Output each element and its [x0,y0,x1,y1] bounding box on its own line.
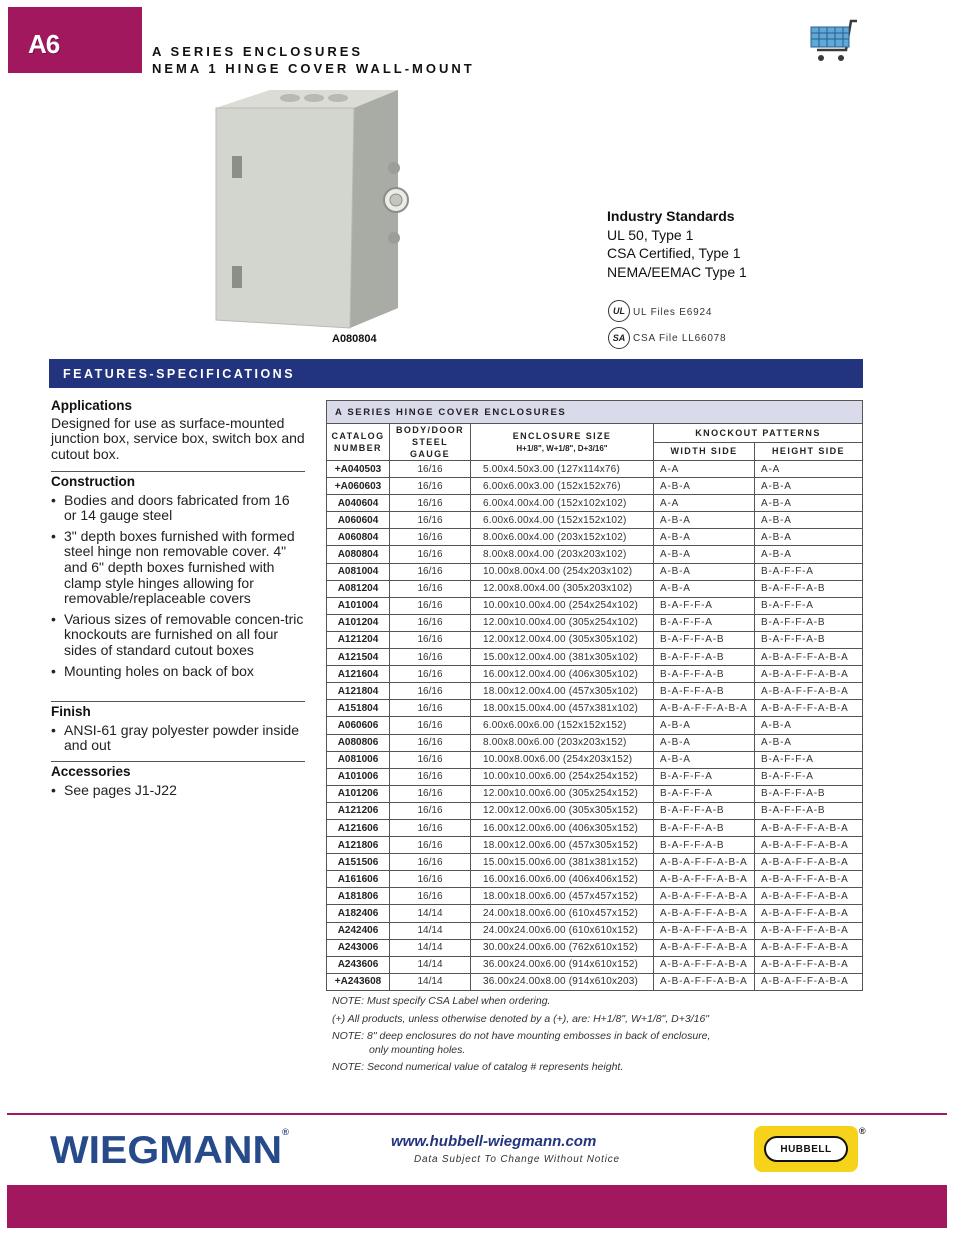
knockout-height-cell: A-B-A-F-F-A-B-A [755,956,863,973]
knockout-width-cell: A-B-A [654,563,755,580]
steel-gauge-cell: 16/16 [390,580,471,597]
steel-gauge-cell: 14/14 [390,956,471,973]
knockout-width-cell: B-A-F-F-A [654,614,755,631]
accessories-item: • See pages J1-J22 [51,783,305,799]
table-row [327,802,863,819]
section-divider [51,471,305,472]
knockout-height-cell: A-B-A-F-F-A-B-A [755,888,863,905]
table-row [327,666,863,683]
construction-section [51,471,305,679]
ul-logo-icon: UL [608,300,630,322]
table-row [327,751,863,768]
knockout-height-cell: A-B-A-F-F-A-B-A [755,666,863,683]
note-catalog-height: NOTE: Second numerical value of catalog # represents height. [332,1061,624,1073]
header-title-line2: NEMA 1 HINGE COVER WALL-MOUNT [152,61,475,76]
steel-gauge-cell: 16/16 [390,854,471,871]
table-row [327,973,863,990]
table-row [327,597,863,614]
knockout-width-cell: A-B-A [654,734,755,751]
steel-gauge-cell: 16/16 [390,495,471,512]
table-row [327,717,863,734]
website-link[interactable]: www.hubbell-wiegmann.com [391,1133,597,1150]
knockout-width-cell: A-B-A-F-F-A-B-A [654,956,755,973]
knockout-width-cell: B-A-F-F-A-B [654,819,755,836]
col-enclosure-size-label: ENCLOSURE SIZE [512,430,612,441]
knockout-width-cell: A-B-A-F-F-A-B-A [654,922,755,939]
steel-gauge-cell: 16/16 [390,461,471,478]
enclosure-size-cell: 16.00x16.00x6.00 (406x406x152) [471,871,654,888]
shopping-cart-icon[interactable] [805,18,865,66]
knockout-width-cell: B-A-F-F-A [654,785,755,802]
enclosure-size-cell: 15.00x15.00x6.00 (381x381x152) [471,854,654,871]
features-specifications-bar [49,359,863,388]
enclosure-size-cell: 12.00x10.00x6.00 (305x254x152) [471,785,654,802]
enclosure-size-cell: 18.00x18.00x6.00 (457x457x152) [471,888,654,905]
steel-gauge-cell: 16/16 [390,529,471,546]
steel-gauge-cell: 14/14 [390,973,471,990]
steel-gauge-cell: 16/16 [390,888,471,905]
construction-item: • Various sizes of removable concen-tric knockouts are furnished on all four sides of standard cutout boxes [51,612,305,659]
catalog-number-cell: A121806 [327,837,390,854]
catalog-number-cell: A151804 [327,700,390,717]
catalog-number-cell: A121604 [327,666,390,683]
catalog-number-cell: A060606 [327,717,390,734]
page-number-tab [8,7,142,73]
knockout-width-cell: A-B-A [654,546,755,563]
knockout-width-cell: B-A-F-F-A [654,768,755,785]
catalog-number-cell: +A060603 [327,478,390,495]
knockout-height-cell: A-B-A-F-F-A-B-A [755,854,863,871]
steel-gauge-cell: 16/16 [390,802,471,819]
catalog-number-cell: A243606 [327,956,390,973]
note-mounting: NOTE: 8" deep enclosures do not have mounting embosses in back of enclosure, [332,1030,711,1042]
catalog-number-cell: A121804 [327,683,390,700]
enclosure-size-cell: 12.00x12.00x4.00 (305x305x102) [471,631,654,648]
table-row [327,768,863,785]
catalog-number-cell: A121206 [327,802,390,819]
col-catalog-number: CATALOG NUMBER [327,424,390,461]
enclosure-size-cell: 8.00x8.00x4.00 (203x203x102) [471,546,654,563]
enclosure-size-cell: 16.00x12.00x4.00 (406x305x102) [471,666,654,683]
construction-item: • Bodies and doors fabricated from 16 or 14 gauge steel [51,493,305,524]
wiegmann-logo [50,1129,289,1173]
knockout-width-cell: A-A [654,461,755,478]
table-row [327,495,863,512]
section-divider [51,761,305,762]
construction-item: • Mounting holes on back of box [51,664,305,680]
table-row [327,956,863,973]
knockout-width-cell: B-A-F-F-A-B [654,666,755,683]
note-tolerance: (+) All products, unless otherwise denoted by a (+), are: H+1/8", W+1/8", D+3/16" [332,1013,710,1025]
steel-gauge-cell: 16/16 [390,478,471,495]
knockout-height-cell: B-A-F-F-A-B [755,580,863,597]
knockout-width-cell: A-B-A-F-F-A-B-A [654,905,755,922]
steel-gauge-cell: 16/16 [390,785,471,802]
catalog-number-cell: A121504 [327,649,390,666]
enclosure-size-cell: 10.00x8.00x4.00 (254x203x102) [471,563,654,580]
steel-gauge-cell: 16/16 [390,717,471,734]
knockout-width-cell: A-A [654,495,755,512]
catalog-number-cell: A101004 [327,597,390,614]
steel-gauge-cell: 16/16 [390,546,471,563]
enclosure-size-cell: 24.00x18.00x6.00 (610x457x152) [471,905,654,922]
knockout-width-cell: A-B-A-F-F-A-B-A [654,854,755,871]
product-caption: A080804 [332,333,377,345]
knockout-width-cell: A-B-A [654,751,755,768]
table-row [327,461,863,478]
enclosure-size-cell: 5.00x4.50x3.00 (127x114x76) [471,461,654,478]
enclosure-size-cell: 8.00x6.00x4.00 (203x152x102) [471,529,654,546]
table-row [327,563,863,580]
enclosure-size-cell: 6.00x4.00x4.00 (152x102x102) [471,495,654,512]
hubbell-logo-text: HUBBELL [764,1136,848,1162]
catalog-number-cell: A081204 [327,580,390,597]
catalog-number-cell: A151506 [327,854,390,871]
table-row [327,683,863,700]
knockout-height-cell: A-B-A [755,495,863,512]
steel-gauge-cell: 14/14 [390,905,471,922]
steel-gauge-cell: 16/16 [390,614,471,631]
enclosure-size-cell: 10.00x10.00x6.00 (254x254x152) [471,768,654,785]
knockout-height-cell: A-A [755,461,863,478]
table-row [327,871,863,888]
note-csa-label: NOTE: Must specify CSA Label when ordering. [332,995,551,1007]
enclosure-size-cell: 12.00x8.00x4.00 (305x203x102) [471,580,654,597]
knockout-width-cell: A-B-A-F-F-A-B-A [654,939,755,956]
enclosure-size-cell: 18.00x15.00x4.00 (457x381x102) [471,700,654,717]
catalog-number-cell: A060804 [327,529,390,546]
enclosure-size-cell: 16.00x12.00x6.00 (406x305x152) [471,819,654,836]
knockout-width-cell: A-B-A [654,717,755,734]
catalog-number-cell: A161606 [327,871,390,888]
finish-item: • ANSI-61 gray polyester powder inside and out [51,723,305,754]
col-knockout-patterns: KNOCKOUT PATTERNS [654,424,863,443]
enclosure-size-cell: 36.00x24.00x8.00 (914x610x203) [471,973,654,990]
table-row [327,905,863,922]
table-row [327,580,863,597]
knockout-height-cell: B-A-F-F-A [755,768,863,785]
knockout-width-cell: B-A-F-F-A-B [654,802,755,819]
construction-item: • 3" depth boxes furnished with formed steel hinge non removable cover. 4" and 6" depth boxes furnished with clamp style hinges allowing for removable/replaceable covers [51,529,305,607]
standards-heading: Industry Standards [607,208,735,224]
hubbell-logo [754,1126,858,1172]
table-row [327,614,863,631]
knockout-height-cell: A-B-A [755,512,863,529]
catalog-number-cell: A101006 [327,768,390,785]
catalog-number-cell: A181806 [327,888,390,905]
enclosure-size-cell: 36.00x24.00x6.00 (914x610x152) [471,956,654,973]
knockout-height-cell: A-B-A-F-F-A-B-A [755,700,863,717]
catalog-number-cell: A040604 [327,495,390,512]
enclosure-size-cell: 6.00x6.00x4.00 (152x152x102) [471,512,654,529]
applications-text: Designed for use as surface-mounted junction box, service box, switch box and cutout box. [51,414,305,462]
standard-item-2: CSA Certified, Type 1 [607,245,741,261]
knockout-height-cell: A-B-A [755,734,863,751]
footer-divider [7,1113,947,1115]
knockout-height-cell: B-A-F-F-A-B [755,785,863,802]
table-row [327,922,863,939]
steel-gauge-cell: 16/16 [390,563,471,580]
steel-gauge-cell: 16/16 [390,631,471,648]
steel-gauge-cell: 16/16 [390,751,471,768]
note-mounting-cont: only mounting holes. [369,1044,466,1056]
steel-gauge-cell: 16/16 [390,512,471,529]
catalog-number-cell: +A040503 [327,461,390,478]
table-row [327,529,863,546]
knockout-height-cell: B-A-F-F-A [755,751,863,768]
table-row [327,819,863,836]
applications-section [51,398,305,462]
col-height-side: HEIGHT SIDE [755,442,863,461]
knockout-width-cell: B-A-F-F-A-B [654,837,755,854]
knockout-width-cell: B-A-F-F-A [654,597,755,614]
knockout-height-cell: B-A-F-F-A-B [755,802,863,819]
knockout-height-cell: A-B-A [755,529,863,546]
spec-table [326,400,863,991]
table-row [327,734,863,751]
knockout-width-cell: A-B-A [654,529,755,546]
table-row [327,785,863,802]
table-row [327,700,863,717]
knockout-height-cell: A-B-A [755,546,863,563]
applications-heading: Applications [51,398,133,413]
construction-heading: Construction [51,474,135,489]
table-row [327,888,863,905]
knockout-height-cell: A-B-A [755,478,863,495]
standard-item-3: NEMA/EEMAC Type 1 [607,264,747,280]
finish-section [51,701,305,754]
enclosure-size-cell: 8.00x8.00x6.00 (203x203x152) [471,734,654,751]
footer-bar [7,1185,947,1228]
accessories-heading: Accessories [51,764,131,779]
knockout-width-cell: A-B-A-F-F-A-B-A [654,700,755,717]
disclaimer-text: Data Subject To Change Without Notice [414,1154,620,1165]
col-enclosure-size [471,424,654,461]
accessories-section [51,761,305,798]
catalog-number-cell: A121606 [327,819,390,836]
catalog-number-cell: A060604 [327,512,390,529]
table-row [327,512,863,529]
knockout-height-cell: A-B-A-F-F-A-B-A [755,683,863,700]
page-code: A6 [28,29,60,59]
standard-item-1: UL 50, Type 1 [607,227,694,243]
steel-gauge-cell: 16/16 [390,734,471,751]
steel-gauge-cell: 16/16 [390,819,471,836]
enclosure-size-cell: 6.00x6.00x6.00 (152x152x152) [471,717,654,734]
knockout-height-cell: A-B-A-F-F-A-B-A [755,871,863,888]
csa-logo-icon: SA [608,327,630,349]
catalog-number-cell: A081006 [327,751,390,768]
knockout-width-cell: A-B-A-F-F-A-B-A [654,871,755,888]
catalog-number-cell: A243006 [327,939,390,956]
wiegmann-logo-text: WIEGMANN [50,1129,283,1172]
enclosure-size-cell: 18.00x12.00x4.00 (457x305x102) [471,683,654,700]
wiegmann-reg-mark: ® [282,1127,290,1137]
knockout-width-cell: B-A-F-F-A-B [654,631,755,648]
table-row [327,631,863,648]
catalog-number-cell: A101204 [327,614,390,631]
finish-heading: Finish [51,704,91,719]
knockout-height-cell: A-B-A-F-F-A-B-A [755,973,863,990]
catalog-number-cell: A121204 [327,631,390,648]
table-row [327,837,863,854]
knockout-height-cell: B-A-F-F-A-B [755,614,863,631]
enclosure-size-cell: 10.00x10.00x4.00 (254x254x102) [471,597,654,614]
knockout-height-cell: A-B-A-F-F-A-B-A [755,649,863,666]
catalog-number-cell: A182406 [327,905,390,922]
knockout-height-cell: A-B-A-F-F-A-B-A [755,819,863,836]
steel-gauge-cell: 16/16 [390,683,471,700]
knockout-height-cell: A-B-A-F-F-A-B-A [755,837,863,854]
knockout-width-cell: A-B-A-F-F-A-B-A [654,973,755,990]
enclosure-size-cell: 12.00x12.00x6.00 (305x305x152) [471,802,654,819]
enclosure-size-cell: 15.00x12.00x4.00 (381x305x102) [471,649,654,666]
features-bar-label: FEATURES-SPECIFICATIONS [63,367,296,381]
steel-gauge-cell: 16/16 [390,871,471,888]
enclosure-size-cell: 30.00x24.00x6.00 (762x610x152) [471,939,654,956]
knockout-width-cell: A-B-A [654,512,755,529]
knockout-width-cell: B-A-F-F-A-B [654,649,755,666]
catalog-number-cell: A101206 [327,785,390,802]
steel-gauge-cell: 16/16 [390,768,471,785]
knockout-height-cell: A-B-A-F-F-A-B-A [755,922,863,939]
steel-gauge-cell: 14/14 [390,922,471,939]
steel-gauge-cell: 16/16 [390,666,471,683]
knockout-height-cell: A-B-A [755,717,863,734]
col-steel-gauge: BODY/DOOR STEEL GAUGE [390,424,471,461]
catalog-number-cell: A081004 [327,563,390,580]
knockout-height-cell: B-A-F-F-A [755,597,863,614]
knockout-height-cell: A-B-A-F-F-A-B-A [755,905,863,922]
section-divider [51,701,305,702]
table-row [327,478,863,495]
col-enclosure-size-sub: H+1/8", W+1/8", D+3/16" [516,443,608,453]
catalog-number-cell: A080806 [327,734,390,751]
enclosure-size-cell: 12.00x10.00x4.00 (305x254x102) [471,614,654,631]
csa-file-text: CSA File LL66078 [633,333,727,344]
header-title-line1: A SERIES ENCLOSURES [152,44,364,59]
product-image-enclosure [212,88,412,330]
knockout-height-cell: A-B-A-F-F-A-B-A [755,939,863,956]
knockout-width-cell: A-B-A [654,478,755,495]
steel-gauge-cell: 16/16 [390,649,471,666]
table-row [327,649,863,666]
knockout-width-cell: B-A-F-F-A-B [654,683,755,700]
ul-file-text: UL Files E6924 [633,307,713,318]
catalog-number-cell: +A243608 [327,973,390,990]
col-width-side: WIDTH SIDE [654,442,755,461]
knockout-width-cell: A-B-A [654,580,755,597]
steel-gauge-cell: 16/16 [390,597,471,614]
steel-gauge-cell: 16/16 [390,700,471,717]
knockout-height-cell: B-A-F-F-A [755,563,863,580]
enclosure-size-cell: 10.00x8.00x6.00 (254x203x152) [471,751,654,768]
enclosure-size-cell: 24.00x24.00x6.00 (610x610x152) [471,922,654,939]
steel-gauge-cell: 16/16 [390,837,471,854]
table-row [327,546,863,563]
knockout-height-cell: B-A-F-F-A-B [755,631,863,648]
enclosure-size-cell: 6.00x6.00x3.00 (152x152x76) [471,478,654,495]
table-row [327,854,863,871]
table-title: A SERIES HINGE COVER ENCLOSURES [327,401,863,424]
hubbell-reg-mark: ® [859,1126,866,1136]
steel-gauge-cell: 14/14 [390,939,471,956]
enclosure-size-cell: 18.00x12.00x6.00 (457x305x152) [471,837,654,854]
knockout-width-cell: A-B-A-F-F-A-B-A [654,888,755,905]
catalog-number-cell: A242406 [327,922,390,939]
catalog-number-cell: A080804 [327,546,390,563]
table-row [327,939,863,956]
